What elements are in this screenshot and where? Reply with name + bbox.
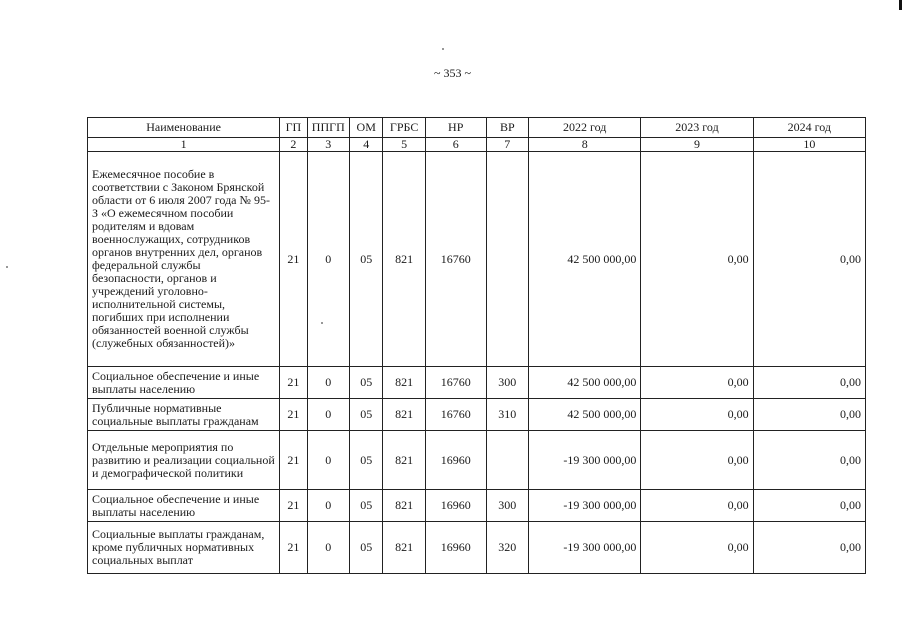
row-name: Отдельные мероприятия по развитию и реализации социальной и демографической политики [88, 431, 280, 490]
row-vr [486, 152, 528, 367]
header-ppgp: ППГП [307, 118, 349, 138]
row-vr: 300 [486, 490, 528, 522]
row-nr: 16760 [425, 152, 486, 367]
row-2023: 0,00 [641, 399, 753, 431]
row-grbs: 821 [383, 152, 425, 367]
scan-speck [442, 48, 444, 50]
header-2023: 2023 год [641, 118, 753, 138]
column-index: 3 [307, 138, 349, 152]
column-index: 6 [425, 138, 486, 152]
table-row [88, 367, 866, 399]
row-nr: 16960 [425, 522, 486, 574]
row-2023: 0,00 [641, 522, 753, 574]
row-2022: -19 300 000,00 [529, 522, 641, 574]
row-2022: 42 500 000,00 [529, 399, 641, 431]
row-ppgp: 0 [307, 399, 349, 431]
row-grbs: 821 [383, 522, 425, 574]
row-grbs: 821 [383, 399, 425, 431]
row-name: Ежемесячное пособие в соответствии с Законом Брянской области от 6 июля 2007 года № 95-З «О ежемесячном пособии родителям и вдовам военнослужащих, сотрудников органов внутренних дел, органов федеральной службы безопасности, органов и учреждений уголовно-исполнительной системы, погибших при исполнении обязанностей военной службы (служебных обязанностей)» [88, 152, 280, 367]
row-2024: 0,00 [753, 431, 865, 490]
header-vr: ВР [486, 118, 528, 138]
row-om: 05 [350, 152, 383, 367]
header-gp: ГП [280, 118, 307, 138]
column-index: 5 [383, 138, 425, 152]
column-index: 9 [641, 138, 753, 152]
row-gp: 21 [280, 431, 307, 490]
column-index: 2 [280, 138, 307, 152]
row-2024: 0,00 [753, 152, 865, 367]
row-om: 05 [350, 431, 383, 490]
row-om: 05 [350, 367, 383, 399]
budget-table [87, 117, 866, 574]
row-ppgp: 0 [307, 522, 349, 574]
scan-speck [6, 266, 8, 268]
table-row [88, 399, 866, 431]
row-2022: 42 500 000,00 [529, 152, 641, 367]
row-name: Социальное обеспечение и иные выплаты населению [88, 367, 280, 399]
row-gp: 21 [280, 152, 307, 367]
column-index: 8 [529, 138, 641, 152]
row-nr: 16760 [425, 399, 486, 431]
row-name: Публичные нормативные социальные выплаты гражданам [88, 399, 280, 431]
header-2022: 2022 год [529, 118, 641, 138]
column-index: 4 [350, 138, 383, 152]
column-index: 10 [753, 138, 865, 152]
table-row [88, 431, 866, 490]
table-row [88, 152, 866, 367]
table-row [88, 490, 866, 522]
row-gp: 21 [280, 522, 307, 574]
row-gp: 21 [280, 399, 307, 431]
row-2023: 0,00 [641, 152, 753, 367]
column-index: 1 [88, 138, 280, 152]
row-nr: 16960 [425, 431, 486, 490]
header-row [88, 118, 866, 138]
header-grbs: ГРБС [383, 118, 425, 138]
column-index: 7 [486, 138, 528, 152]
row-grbs: 821 [383, 490, 425, 522]
header-name: Наименование [88, 118, 280, 138]
header-nr: НР [425, 118, 486, 138]
row-ppgp: 0 [307, 152, 349, 367]
row-name: Социальное обеспечение и иные выплаты населению [88, 490, 280, 522]
row-ppgp: 0 [307, 490, 349, 522]
row-2024: 0,00 [753, 490, 865, 522]
row-2023: 0,00 [641, 431, 753, 490]
row-vr: 300 [486, 367, 528, 399]
row-gp: 21 [280, 490, 307, 522]
header-2024: 2024 год [753, 118, 865, 138]
row-nr: 16960 [425, 490, 486, 522]
row-name: Социальные выплаты гражданам, кроме публичных нормативных социальных выплат [88, 522, 280, 574]
row-om: 05 [350, 522, 383, 574]
row-vr [486, 431, 528, 490]
row-2024: 0,00 [753, 367, 865, 399]
row-2024: 0,00 [753, 522, 865, 574]
page-number: ~ 353 ~ [434, 66, 471, 80]
table-row [88, 522, 866, 574]
row-2024: 0,00 [753, 399, 865, 431]
row-2022: -19 300 000,00 [529, 431, 641, 490]
row-gp: 21 [280, 367, 307, 399]
row-ppgp: 0 [307, 367, 349, 399]
row-2023: 0,00 [641, 490, 753, 522]
row-nr: 16760 [425, 367, 486, 399]
row-om: 05 [350, 399, 383, 431]
row-grbs: 821 [383, 367, 425, 399]
row-2022: 42 500 000,00 [529, 367, 641, 399]
header-om: ОМ [350, 118, 383, 138]
row-2022: -19 300 000,00 [529, 490, 641, 522]
scan-corner-mark [899, 0, 902, 10]
row-vr: 310 [486, 399, 528, 431]
row-2023: 0,00 [641, 367, 753, 399]
row-grbs: 821 [383, 431, 425, 490]
column-index-row [88, 138, 866, 152]
row-vr: 320 [486, 522, 528, 574]
row-om: 05 [350, 490, 383, 522]
row-ppgp: 0 [307, 431, 349, 490]
